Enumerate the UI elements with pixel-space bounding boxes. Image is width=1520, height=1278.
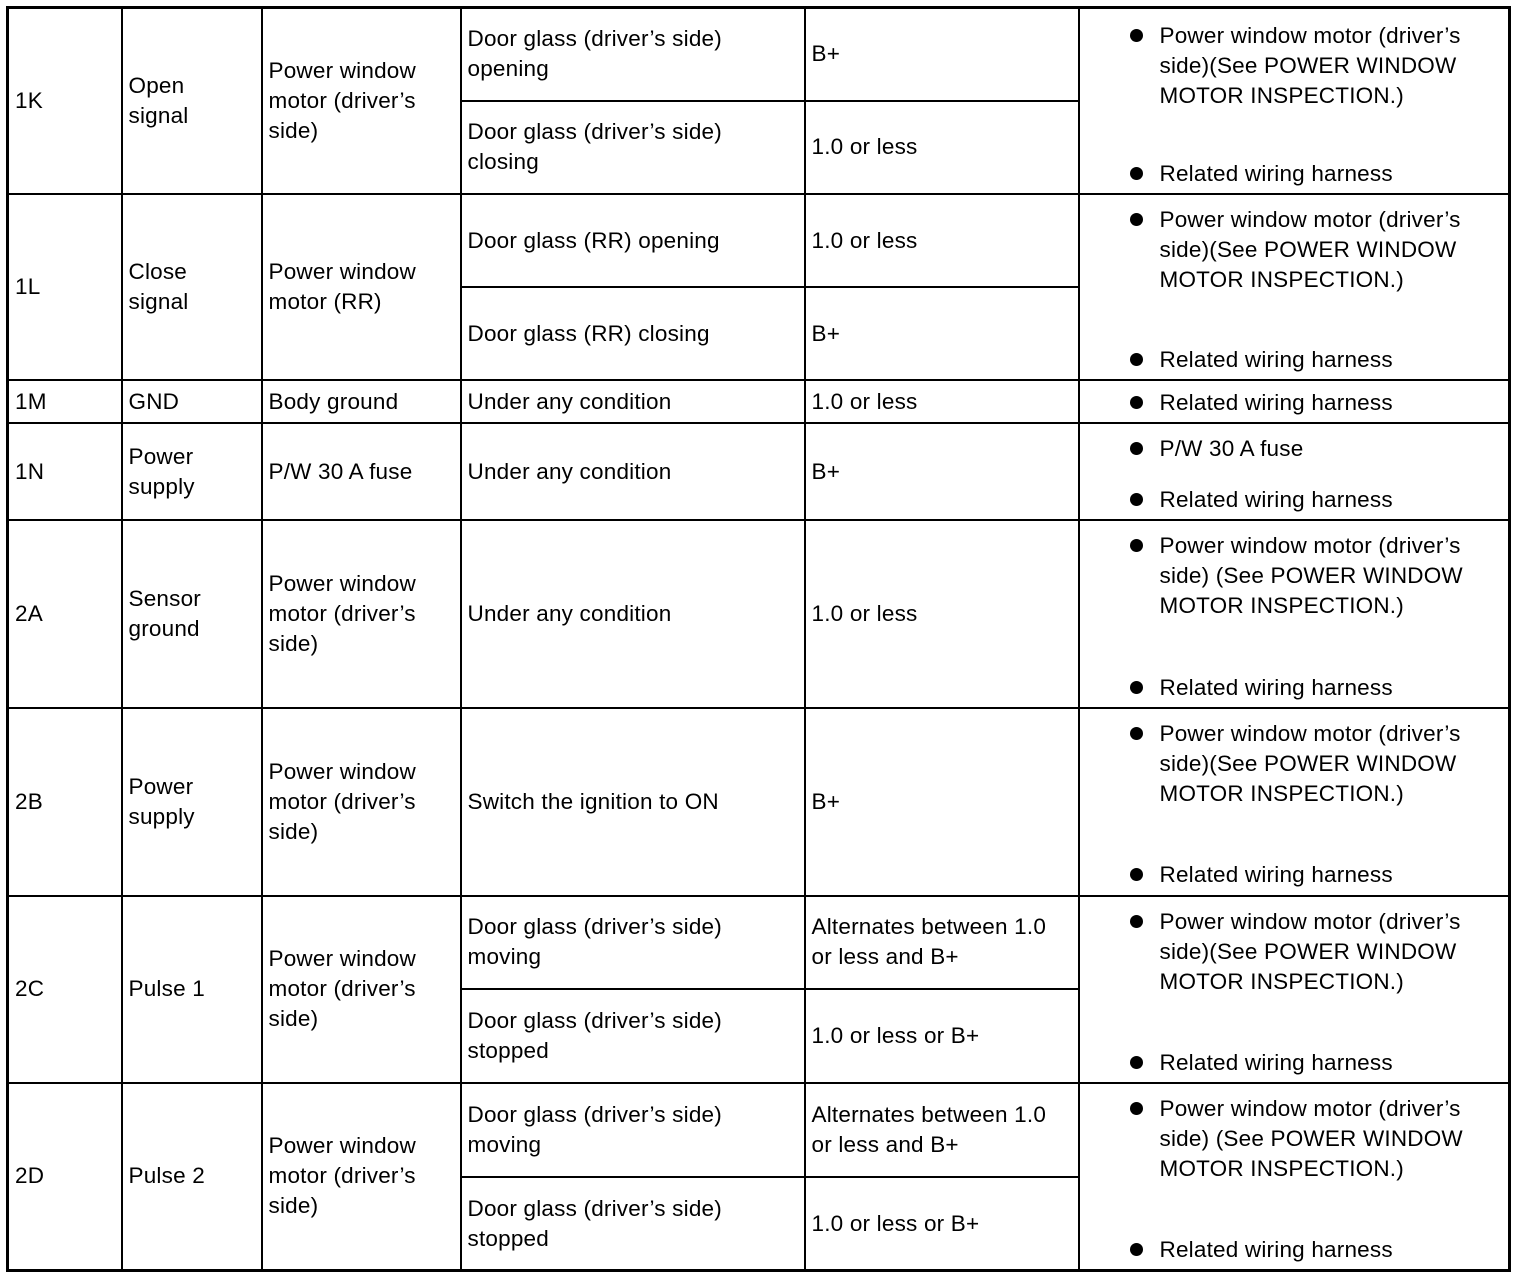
connected-to-cell-text: P/W 30 A fuse bbox=[268, 458, 413, 484]
bullet-icon bbox=[1130, 539, 1143, 552]
inspection-item-text: Related wiring harness bbox=[1159, 675, 1393, 701]
inspection-cell bbox=[1079, 520, 1510, 708]
inspection-item-text: Power window motor (driver’s side)(See POWER WINDOW MOTOR INSPECTION.) bbox=[1159, 908, 1461, 994]
inspection-item bbox=[1080, 388, 1509, 418]
signal-cell bbox=[122, 708, 262, 895]
inspection-list bbox=[1080, 381, 1509, 422]
signal-cell bbox=[122, 520, 262, 708]
inspection-list bbox=[1080, 1084, 1509, 1269]
terminal-inspection-table bbox=[6, 6, 1511, 1272]
connected-to-cell-text: Power window motor (driver’s side) bbox=[268, 58, 416, 144]
connected-to-cell-text: Power window motor (driver’s side) bbox=[268, 946, 416, 1032]
table-row bbox=[8, 896, 1510, 989]
inspection-item bbox=[1080, 159, 1509, 189]
table-row bbox=[8, 708, 1510, 895]
connected-to-cell-text: Power window motor (driver’s side) bbox=[268, 571, 416, 657]
bullet-icon bbox=[1130, 396, 1143, 409]
table-row bbox=[8, 1083, 1510, 1177]
signal-cell-text: Pulse 1 bbox=[128, 976, 205, 1002]
connected-to-cell bbox=[262, 194, 461, 380]
signal-cell bbox=[122, 423, 262, 520]
signal-cell-text: Power supply bbox=[128, 443, 195, 499]
signal-cell bbox=[122, 896, 262, 1083]
bullet-icon bbox=[1130, 1056, 1143, 1069]
voltage-cell bbox=[805, 287, 1079, 380]
voltage-cell-text: B+ bbox=[811, 458, 841, 484]
voltage-cell bbox=[805, 1177, 1079, 1270]
bullet-icon bbox=[1130, 915, 1143, 928]
voltage-cell bbox=[805, 194, 1079, 287]
bullet-icon bbox=[1130, 727, 1143, 740]
test-condition-cell bbox=[461, 287, 805, 380]
connected-to-cell bbox=[262, 896, 461, 1083]
inspection-cell bbox=[1079, 896, 1510, 1083]
terminal-cell-text: 1L bbox=[15, 274, 41, 300]
terminal-cell bbox=[8, 194, 122, 380]
inspection-item bbox=[1080, 1094, 1509, 1184]
test-condition-cell bbox=[461, 520, 805, 708]
inspection-item-text: Power window motor (driver’s side)(See POWER WINDOW MOTOR INSPECTION.) bbox=[1159, 207, 1461, 293]
bullet-icon bbox=[1130, 868, 1143, 881]
voltage-cell-text: 1.0 or less bbox=[811, 388, 918, 414]
voltage-cell-text: B+ bbox=[811, 789, 841, 815]
terminal-cell bbox=[8, 520, 122, 708]
bullet-icon bbox=[1130, 213, 1143, 226]
inspection-item bbox=[1080, 531, 1509, 621]
table-row bbox=[8, 520, 1510, 708]
inspection-item-text: P/W 30 A fuse bbox=[1159, 436, 1304, 462]
voltage-cell bbox=[805, 380, 1079, 423]
table-row bbox=[8, 380, 1510, 423]
bullet-icon bbox=[1130, 1243, 1143, 1256]
test-condition-cell bbox=[461, 708, 805, 895]
test-condition-cell bbox=[461, 896, 805, 989]
test-condition-cell-text: Door glass (RR) closing bbox=[467, 320, 710, 346]
signal-cell-text: Open signal bbox=[128, 73, 189, 129]
inspection-item bbox=[1080, 345, 1509, 375]
terminal-cell-text: 1N bbox=[15, 458, 45, 484]
test-condition-cell-text: Under any condition bbox=[467, 601, 672, 627]
inspection-item-text: Power window motor (driver’s side)(See POWER WINDOW MOTOR INSPECTION.) bbox=[1159, 721, 1461, 807]
voltage-cell-text: 1.0 or less bbox=[811, 227, 918, 253]
test-condition-cell-text: Under any condition bbox=[467, 388, 672, 414]
terminal-cell bbox=[8, 896, 122, 1083]
terminal-cell-text: 2A bbox=[15, 601, 43, 627]
terminal-cell bbox=[8, 423, 122, 520]
signal-cell bbox=[122, 1083, 262, 1271]
inspection-item bbox=[1080, 205, 1509, 295]
bullet-icon bbox=[1130, 29, 1143, 42]
inspection-item-text: Related wiring harness bbox=[1159, 347, 1393, 373]
connected-to-cell-text: Body ground bbox=[268, 388, 399, 414]
voltage-cell bbox=[805, 896, 1079, 989]
test-condition-cell bbox=[461, 380, 805, 423]
connected-to-cell bbox=[262, 1083, 461, 1271]
inspection-item-text: Power window motor (driver’s side) (See POWER WINDOW MOTOR INSPECTION.) bbox=[1159, 533, 1463, 619]
table-body bbox=[8, 8, 1510, 1271]
inspection-item bbox=[1080, 673, 1509, 703]
test-condition-cell bbox=[461, 1083, 805, 1177]
test-condition-cell bbox=[461, 194, 805, 287]
inspection-item-text: Related wiring harness bbox=[1159, 862, 1393, 888]
voltage-cell-text: 1.0 or less bbox=[811, 601, 918, 627]
voltage-cell bbox=[805, 8, 1079, 101]
signal-cell-text: Close signal bbox=[128, 259, 189, 315]
voltage-cell-text: Alternates between 1.0 or less and B+ bbox=[811, 914, 1047, 970]
table-row bbox=[8, 8, 1510, 101]
connected-to-cell-text: Power window motor (driver’s side) bbox=[268, 759, 416, 845]
test-condition-cell-text: Door glass (driver’s side) closing bbox=[467, 119, 722, 175]
inspection-item bbox=[1080, 1235, 1509, 1265]
voltage-cell-text: 1.0 or less bbox=[811, 134, 918, 160]
inspection-item-text: Related wiring harness bbox=[1159, 1236, 1393, 1262]
terminal-cell bbox=[8, 8, 122, 195]
inspection-item bbox=[1080, 860, 1509, 890]
inspection-cell bbox=[1079, 1083, 1510, 1271]
inspection-item bbox=[1080, 907, 1509, 997]
bullet-icon bbox=[1130, 167, 1143, 180]
voltage-cell-text: 1.0 or less or B+ bbox=[811, 1210, 980, 1236]
voltage-cell bbox=[805, 708, 1079, 895]
connected-to-cell-text: Power window motor (RR) bbox=[268, 259, 416, 315]
test-condition-cell-text: Switch the ignition to ON bbox=[467, 789, 719, 815]
inspection-list bbox=[1080, 424, 1509, 519]
bullet-icon bbox=[1130, 493, 1143, 506]
signal-cell bbox=[122, 194, 262, 380]
signal-cell bbox=[122, 8, 262, 195]
voltage-cell-text: Alternates between 1.0 or less and B+ bbox=[811, 1101, 1047, 1157]
voltage-cell bbox=[805, 101, 1079, 194]
test-condition-cell bbox=[461, 101, 805, 194]
connected-to-cell bbox=[262, 380, 461, 423]
voltage-cell bbox=[805, 423, 1079, 520]
signal-cell-text: Sensor ground bbox=[128, 586, 201, 642]
connected-to-cell-text: Power window motor (driver’s side) bbox=[268, 1133, 416, 1219]
voltage-cell-text: 1.0 or less or B+ bbox=[811, 1022, 980, 1048]
terminal-cell-text: 2B bbox=[15, 789, 43, 815]
test-condition-cell bbox=[461, 1177, 805, 1270]
inspection-item bbox=[1080, 485, 1509, 515]
inspection-item bbox=[1080, 434, 1509, 464]
inspection-item-text: Power window motor (driver’s side)(See POWER WINDOW MOTOR INSPECTION.) bbox=[1159, 23, 1461, 108]
voltage-cell bbox=[805, 1083, 1079, 1177]
bullet-icon bbox=[1130, 353, 1143, 366]
test-condition-cell-text: Door glass (driver’s side) opening bbox=[467, 26, 722, 82]
inspection-item-text: Related wiring harness bbox=[1159, 390, 1393, 416]
terminal-cell-text: 2D bbox=[15, 1163, 45, 1189]
signal-cell bbox=[122, 380, 262, 423]
voltage-cell-text: B+ bbox=[811, 41, 841, 67]
test-condition-cell bbox=[461, 423, 805, 520]
inspection-cell bbox=[1079, 194, 1510, 380]
inspection-list bbox=[1080, 897, 1509, 1082]
terminal-cell-text: 2C bbox=[15, 976, 45, 1002]
inspection-list bbox=[1080, 521, 1509, 707]
table-row bbox=[8, 423, 1510, 520]
connected-to-cell bbox=[262, 423, 461, 520]
test-condition-cell bbox=[461, 8, 805, 101]
inspection-cell bbox=[1079, 380, 1510, 423]
inspection-item-text: Related wiring harness bbox=[1159, 161, 1393, 186]
inspection-item bbox=[1080, 1048, 1509, 1078]
terminal-cell bbox=[8, 380, 122, 423]
test-condition-cell-text: Door glass (driver’s side) moving bbox=[467, 1101, 722, 1157]
connected-to-cell bbox=[262, 708, 461, 895]
test-condition-cell-text: Door glass (RR) opening bbox=[467, 227, 720, 253]
inspection-item-text: Power window motor (driver’s side) (See POWER WINDOW MOTOR INSPECTION.) bbox=[1159, 1095, 1463, 1181]
signal-cell-text: Power supply bbox=[128, 774, 195, 830]
terminal-cell-text: 1K bbox=[15, 88, 43, 114]
inspection-list bbox=[1080, 195, 1509, 379]
test-condition-cell-text: Door glass (driver’s side) stopped bbox=[467, 1195, 722, 1251]
inspection-item-text: Related wiring harness bbox=[1159, 487, 1393, 513]
bullet-icon bbox=[1130, 681, 1143, 694]
bullet-icon bbox=[1130, 1102, 1143, 1115]
signal-cell-text: GND bbox=[128, 388, 180, 414]
inspection-cell bbox=[1079, 8, 1510, 195]
inspection-item bbox=[1080, 21, 1509, 111]
inspection-list bbox=[1080, 709, 1509, 894]
bullet-icon bbox=[1130, 442, 1143, 455]
voltage-cell-text: B+ bbox=[811, 320, 841, 346]
connected-to-cell bbox=[262, 520, 461, 708]
voltage-cell bbox=[805, 520, 1079, 708]
test-condition-cell bbox=[461, 989, 805, 1083]
inspection-list bbox=[1080, 9, 1509, 193]
terminal-cell bbox=[8, 708, 122, 895]
inspection-cell bbox=[1079, 423, 1510, 520]
terminal-cell bbox=[8, 1083, 122, 1271]
connected-to-cell bbox=[262, 8, 461, 195]
test-condition-cell-text: Door glass (driver’s side) stopped bbox=[467, 1007, 722, 1063]
signal-cell-text: Pulse 2 bbox=[128, 1163, 205, 1189]
table-row bbox=[8, 194, 1510, 287]
voltage-cell bbox=[805, 989, 1079, 1083]
test-condition-cell-text: Door glass (driver’s side) moving bbox=[467, 914, 722, 970]
test-condition-cell-text: Under any condition bbox=[467, 458, 672, 484]
terminal-cell-text: 1M bbox=[15, 388, 47, 414]
inspection-item bbox=[1080, 719, 1509, 809]
inspection-item-text: Related wiring harness bbox=[1159, 1049, 1393, 1075]
inspection-cell bbox=[1079, 708, 1510, 895]
